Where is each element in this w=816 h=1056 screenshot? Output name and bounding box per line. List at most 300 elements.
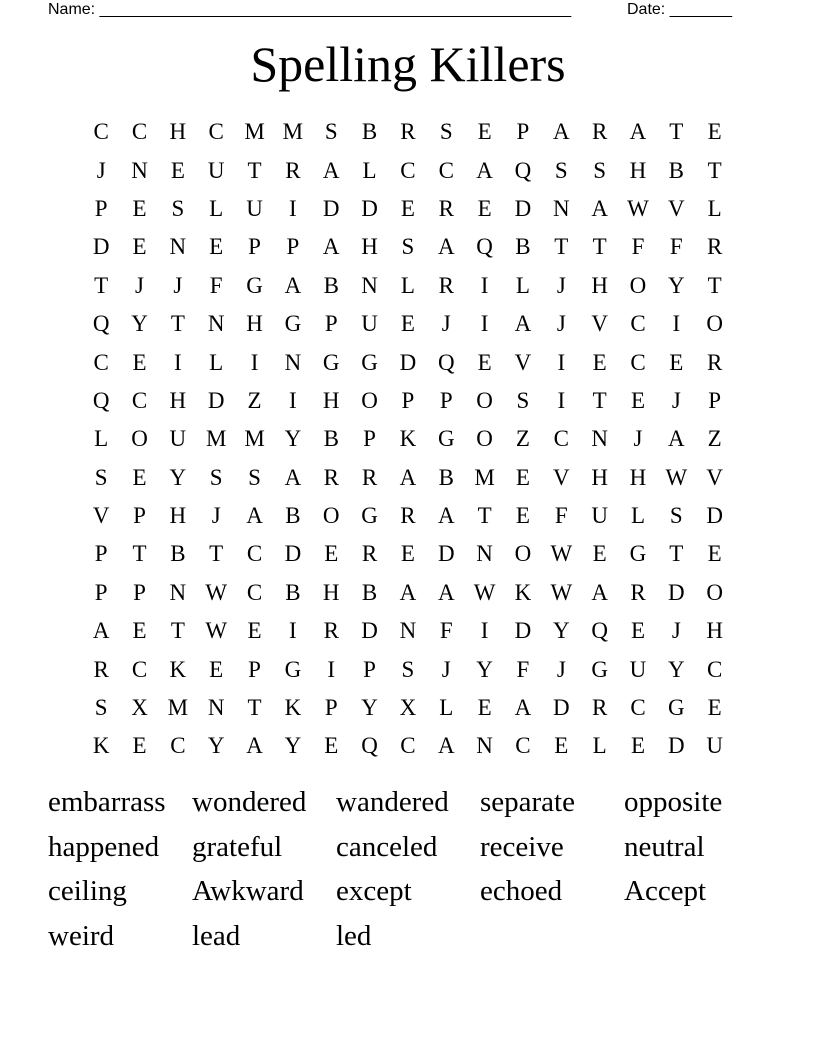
grid-letter: M [244, 426, 265, 452]
grid-letter: E [400, 195, 415, 221]
grid-letter: S [248, 464, 261, 490]
grid-letter: A [246, 733, 263, 759]
grid-letter: T [554, 234, 569, 260]
grid-letter: M [244, 119, 265, 145]
grid-letter: T [669, 119, 684, 145]
grid-letter: Y [207, 733, 225, 759]
grid-letter: N [361, 272, 378, 298]
grid-letter: H [322, 387, 340, 413]
grid-letter: R [93, 656, 109, 682]
grid-letter: T [170, 311, 185, 337]
grid-letter: R [400, 119, 416, 145]
name-field-label: Name: _____________________________________________________ [48, 1, 572, 18]
grid-letter: E [592, 349, 607, 375]
grid-letter: A [246, 503, 263, 529]
grid-letter: L [630, 503, 646, 529]
grid-letter: A [668, 426, 685, 452]
grid-letter: L [362, 157, 377, 183]
grid-letter: R [323, 464, 339, 490]
word-list-item: lead [192, 920, 241, 953]
grid-letter: E [132, 195, 147, 221]
grid-letter: H [591, 272, 608, 298]
word-list-item: ceiling [48, 875, 127, 908]
grid-letter: M [167, 695, 189, 721]
grid-letter: C [707, 656, 723, 682]
grid-letter: C [630, 349, 646, 375]
grid-letter: C [515, 733, 531, 759]
date-field-label: Date: _______ [627, 1, 732, 18]
grid-row [82, 497, 734, 535]
grid-letter: E [592, 541, 607, 567]
grid-letter: H [706, 618, 723, 644]
grid-letter: S [94, 464, 108, 490]
grid-letter: D [207, 387, 225, 413]
grid-letter: P [286, 234, 300, 260]
grid-letter: K [284, 695, 302, 721]
grid-letter: E [630, 387, 646, 413]
grid-letter: E [477, 119, 492, 145]
grid-letter: A [476, 157, 493, 183]
grid-letter: A [399, 464, 417, 490]
grid-letter: W [665, 464, 688, 490]
grid-letter: R [285, 157, 301, 183]
grid-row [82, 459, 734, 497]
grid-row [82, 228, 734, 266]
grid-letter: T [94, 272, 109, 298]
grid-letter: P [248, 656, 261, 682]
grid-letter: C [131, 119, 148, 145]
grid-letter: H [629, 157, 647, 183]
grid-letter: M [282, 119, 304, 145]
grid-letter: Y [668, 272, 685, 298]
grid-letter: G [246, 272, 263, 298]
grid-letter: Q [514, 157, 532, 183]
grid-letter: T [477, 503, 492, 529]
grid-letter: U [361, 311, 378, 337]
grid-letter: K [399, 426, 417, 452]
word-list-item: Accept [624, 875, 707, 908]
grid-letter: D [322, 195, 340, 221]
page-title: Spelling Killers [250, 36, 566, 92]
grid-letter: E [247, 618, 262, 644]
grid-letter: L [209, 349, 224, 375]
word-list-item: weird [48, 920, 115, 953]
grid-letter: B [285, 579, 301, 605]
grid-letter: Q [92, 387, 110, 413]
grid-letter: C [93, 119, 109, 145]
grid-letter: B [285, 503, 301, 529]
grid-letter: T [247, 695, 262, 721]
grid-letter: B [438, 464, 454, 490]
grid-letter: E [170, 157, 185, 183]
grid-letter: C [170, 733, 186, 759]
grid-row [82, 343, 734, 381]
grid-letter: E [669, 349, 684, 375]
word-list [48, 780, 788, 959]
grid-letter: N [476, 541, 493, 567]
grid-letter: H [169, 119, 187, 145]
word-list-item: canceled [336, 830, 438, 863]
grid-letter: J [556, 272, 566, 298]
grid-letter: E [400, 311, 415, 337]
grid-letter: R [630, 579, 646, 605]
word-list-item: opposite [624, 786, 723, 818]
grid-letter: T [707, 157, 722, 183]
grid-letter: R [361, 541, 378, 567]
grid-letter: A [514, 311, 532, 337]
grid-letter: E [707, 541, 722, 567]
grid-letter: J [671, 618, 681, 644]
grid-letter: B [515, 234, 531, 260]
grid-letter: E [132, 464, 147, 490]
grid-letter: I [557, 387, 566, 413]
grid-letter: O [361, 387, 378, 413]
grid-letter: J [556, 311, 566, 337]
grid-row [82, 650, 734, 688]
grid-letter: A [552, 119, 570, 145]
grid-letter: P [363, 656, 376, 682]
word-list-item: grateful [192, 830, 283, 863]
grid-letter: A [591, 195, 608, 221]
grid-letter: E [630, 733, 646, 759]
grid-letter: P [363, 426, 376, 452]
grid-letter: O [476, 387, 493, 413]
grid-letter: D [284, 541, 302, 567]
word-list-item: Awkward [192, 875, 304, 908]
grid-letter: C [630, 311, 646, 337]
grid-letter: Q [476, 234, 493, 260]
grid-letter: Y [131, 311, 148, 337]
grid-letter: I [480, 311, 489, 337]
grid-letter: M [474, 464, 495, 490]
grid-letter: S [94, 695, 108, 721]
grid-letter: C [400, 733, 416, 759]
grid-letter: J [633, 426, 643, 452]
grid-letter: D [552, 695, 570, 721]
grid-letter: G [591, 656, 608, 682]
grid-letter: E [132, 733, 147, 759]
grid-letter: D [514, 195, 532, 221]
grid-letter: S [554, 157, 568, 183]
grid-letter: B [361, 119, 378, 145]
grid-letter: E [324, 733, 339, 759]
grid-letter: V [706, 464, 723, 490]
grid-row [82, 190, 734, 228]
grid-letter: K [92, 733, 110, 759]
grid-letter: A [591, 579, 608, 605]
grid-letter: J [441, 656, 451, 682]
grid-letter: M [205, 426, 227, 452]
grid-letter: N [591, 426, 608, 452]
grid-letter: S [401, 656, 415, 682]
grid-row [82, 113, 734, 151]
grid-letter: W [550, 579, 573, 605]
grid-letter: R [591, 695, 608, 721]
grid-letter: S [593, 157, 607, 183]
grid-row [82, 612, 734, 650]
grid-letter: E [515, 503, 530, 529]
grid-letter: P [248, 234, 261, 260]
grid-letter: P [439, 387, 453, 413]
grid-letter: U [706, 733, 723, 759]
grid-letter: H [246, 311, 263, 337]
grid-letter: A [514, 695, 532, 721]
grid-letter: S [439, 119, 453, 145]
grid-letter: H [322, 579, 340, 605]
grid-letter: Q [591, 618, 608, 644]
grid-letter: J [441, 311, 451, 337]
grid-letter: E [324, 541, 339, 567]
grid-letter: R [323, 618, 339, 644]
grid-letter: E [132, 618, 147, 644]
grid-letter: S [516, 387, 530, 413]
grid-letter: G [361, 503, 378, 529]
grid-letter: N [284, 349, 302, 375]
grid-letter: F [209, 272, 223, 298]
grid-letter: B [668, 157, 684, 183]
grid-letter: B [323, 272, 339, 298]
word-list-item: wondered [192, 786, 307, 818]
grid-letter: Y [361, 695, 378, 721]
grid-letter: E [477, 695, 492, 721]
grid-letter: W [627, 195, 649, 221]
grid-letter: P [94, 541, 108, 567]
grid-letter: V [552, 464, 570, 490]
grid-letter: E [400, 541, 415, 567]
grid-letter: G [284, 311, 302, 337]
grid-letter: A [322, 157, 340, 183]
grid-letter: E [132, 234, 147, 260]
grid-row [82, 305, 734, 343]
grid-letter: W [473, 579, 496, 605]
grid-letter: V [514, 349, 532, 375]
grid-letter: R [361, 464, 378, 490]
grid-letter: E [132, 349, 147, 375]
grid-letter: X [131, 695, 148, 721]
grid-letter: R [438, 272, 454, 298]
word-list-item: happened [48, 830, 160, 863]
grid-letter: C [630, 695, 646, 721]
grid-letter: I [327, 656, 336, 682]
grid-letter: P [324, 311, 338, 337]
grid-letter: W [205, 618, 228, 644]
grid-letter: D [361, 195, 378, 221]
grid-letter: T [132, 541, 147, 567]
grid-letter: R [438, 195, 454, 221]
grid-letter: Y [284, 733, 302, 759]
grid-letter: O [706, 311, 723, 337]
grid-letter: A [437, 234, 455, 260]
grid-letter: V [591, 311, 608, 337]
grid-letter: C [553, 426, 569, 452]
grid-letter: L [209, 195, 224, 221]
grid-letter: F [669, 234, 683, 260]
grid-letter: B [361, 579, 378, 605]
grid-row [82, 727, 734, 765]
grid-row [82, 151, 734, 189]
grid-letter: F [631, 234, 645, 260]
grid-letter: J [135, 272, 144, 298]
grid-letter: D [706, 503, 723, 529]
grid-letter: Q [437, 349, 455, 375]
grid-letter: P [324, 695, 338, 721]
grid-letter: S [324, 119, 338, 145]
grid-letter: J [96, 157, 106, 183]
grid-letter: G [437, 426, 455, 452]
grid-letter: P [94, 195, 108, 221]
grid-letter: D [399, 349, 417, 375]
grid-letter: I [289, 618, 297, 644]
grid-letter: L [515, 272, 530, 298]
grid-letter: C [438, 157, 454, 183]
grid-letter: E [554, 733, 569, 759]
grid-letter: P [94, 579, 108, 605]
grid-letter: O [629, 272, 647, 298]
grid-letter: U [629, 656, 647, 682]
grid-letter: N [399, 618, 417, 644]
grid-letter: J [173, 272, 183, 298]
grid-letter: A [437, 733, 455, 759]
grid-letter: P [516, 119, 530, 145]
grid-letter: Z [515, 426, 530, 452]
grid-letter: I [672, 311, 681, 337]
grid-letter: L [592, 733, 607, 759]
grid-letter: P [401, 387, 415, 413]
grid-letter: D [437, 541, 455, 567]
grid-letter: L [439, 695, 454, 721]
grid-letter: L [400, 272, 415, 298]
word-search-grid [82, 113, 734, 766]
grid-letter: K [169, 656, 187, 682]
grid-letter: O [322, 503, 340, 529]
grid-letter: R [591, 119, 608, 145]
grid-letter: N [131, 157, 148, 183]
grid-row [82, 382, 734, 420]
grid-letter: C [246, 579, 263, 605]
word-list-item: neutral [624, 830, 705, 863]
grid-letter: W [550, 541, 573, 567]
grid-letter: H [591, 464, 608, 490]
word-list-item: led [336, 920, 372, 953]
word-list-item: echoed [480, 875, 563, 908]
grid-letter: U [169, 426, 187, 452]
grid-letter: Q [92, 311, 110, 337]
grid-letter: E [515, 464, 530, 490]
grid-row [82, 535, 734, 573]
word-list-item: separate [480, 786, 575, 818]
grid-letter: H [169, 503, 187, 529]
grid-letter: R [707, 234, 723, 260]
grid-letter: N [169, 579, 187, 605]
grid-letter: T [247, 157, 262, 183]
grid-letter: V [668, 195, 685, 221]
grid-letter: I [289, 387, 297, 413]
grid-letter: T [592, 234, 607, 260]
grid-letter: E [630, 618, 646, 644]
grid-letter: C [131, 656, 148, 682]
grid-letter: I [480, 618, 489, 644]
grid-letter: N [207, 311, 225, 337]
grid-letter: K [514, 579, 532, 605]
grid-letter: S [669, 503, 683, 529]
grid-letter: D [514, 618, 532, 644]
grid-letter: W [205, 579, 228, 605]
grid-letter: O [514, 541, 532, 567]
grid-letter: I [480, 272, 489, 298]
grid-letter: R [400, 503, 416, 529]
grid-letter: E [707, 119, 722, 145]
grid-letter: N [207, 695, 225, 721]
grid-letter: I [289, 195, 297, 221]
grid-letter: E [477, 349, 492, 375]
grid-letter: U [591, 503, 608, 529]
grid-letter: A [284, 464, 302, 490]
grid-letter: S [171, 195, 185, 221]
grid-letter: B [323, 426, 339, 452]
grid-letter: T [170, 618, 185, 644]
grid-letter: S [401, 234, 415, 260]
grid-letter: G [668, 695, 685, 721]
grid-letter: T [707, 272, 722, 298]
grid-letter: R [707, 349, 723, 375]
grid-letter: E [209, 656, 224, 682]
grid-letter: G [322, 349, 340, 375]
grid-letter: G [361, 349, 378, 375]
grid-letter: I [174, 349, 182, 375]
grid-letter: I [557, 349, 566, 375]
grid-letter: Z [247, 387, 262, 413]
grid-letter: T [209, 541, 224, 567]
grid-letter: I [250, 349, 259, 375]
grid-letter: Q [361, 733, 378, 759]
word-list-item: except [336, 875, 412, 908]
grid-letter: U [207, 157, 225, 183]
grid-letter: Y [284, 426, 302, 452]
grid-letter: J [556, 656, 566, 682]
grid-letter: J [671, 387, 681, 413]
grid-letter: H [629, 464, 647, 490]
grid-letter: A [92, 618, 110, 644]
grid-letter: Y [476, 656, 493, 682]
grid-letter: L [94, 426, 109, 452]
grid-letter: C [400, 157, 416, 183]
grid-letter: C [208, 119, 224, 145]
grid-letter: P [708, 387, 722, 413]
grid-letter: Y [552, 618, 570, 644]
grid-letter: F [516, 656, 530, 682]
grid-letter: D [668, 579, 685, 605]
grid-letter: N [476, 733, 493, 759]
grid-letter: T [592, 387, 607, 413]
word-list-item: receive [480, 830, 564, 863]
grid-letter: J [211, 503, 221, 529]
word-list-item: wandered [336, 786, 449, 818]
grid-letter: D [92, 234, 110, 260]
grid-letter: S [209, 464, 223, 490]
grid-letter: O [706, 579, 723, 605]
grid-letter: D [668, 733, 685, 759]
grid-letter: B [170, 541, 186, 567]
grid-row [82, 574, 734, 612]
grid-letter: H [169, 387, 187, 413]
grid-letter: C [246, 541, 263, 567]
grid-letter: L [707, 195, 722, 221]
grid-letter: X [399, 695, 417, 721]
grid-letter: E [707, 695, 722, 721]
grid-letter: U [246, 195, 263, 221]
grid-letter: A [322, 234, 340, 260]
grid-letter: E [477, 195, 492, 221]
